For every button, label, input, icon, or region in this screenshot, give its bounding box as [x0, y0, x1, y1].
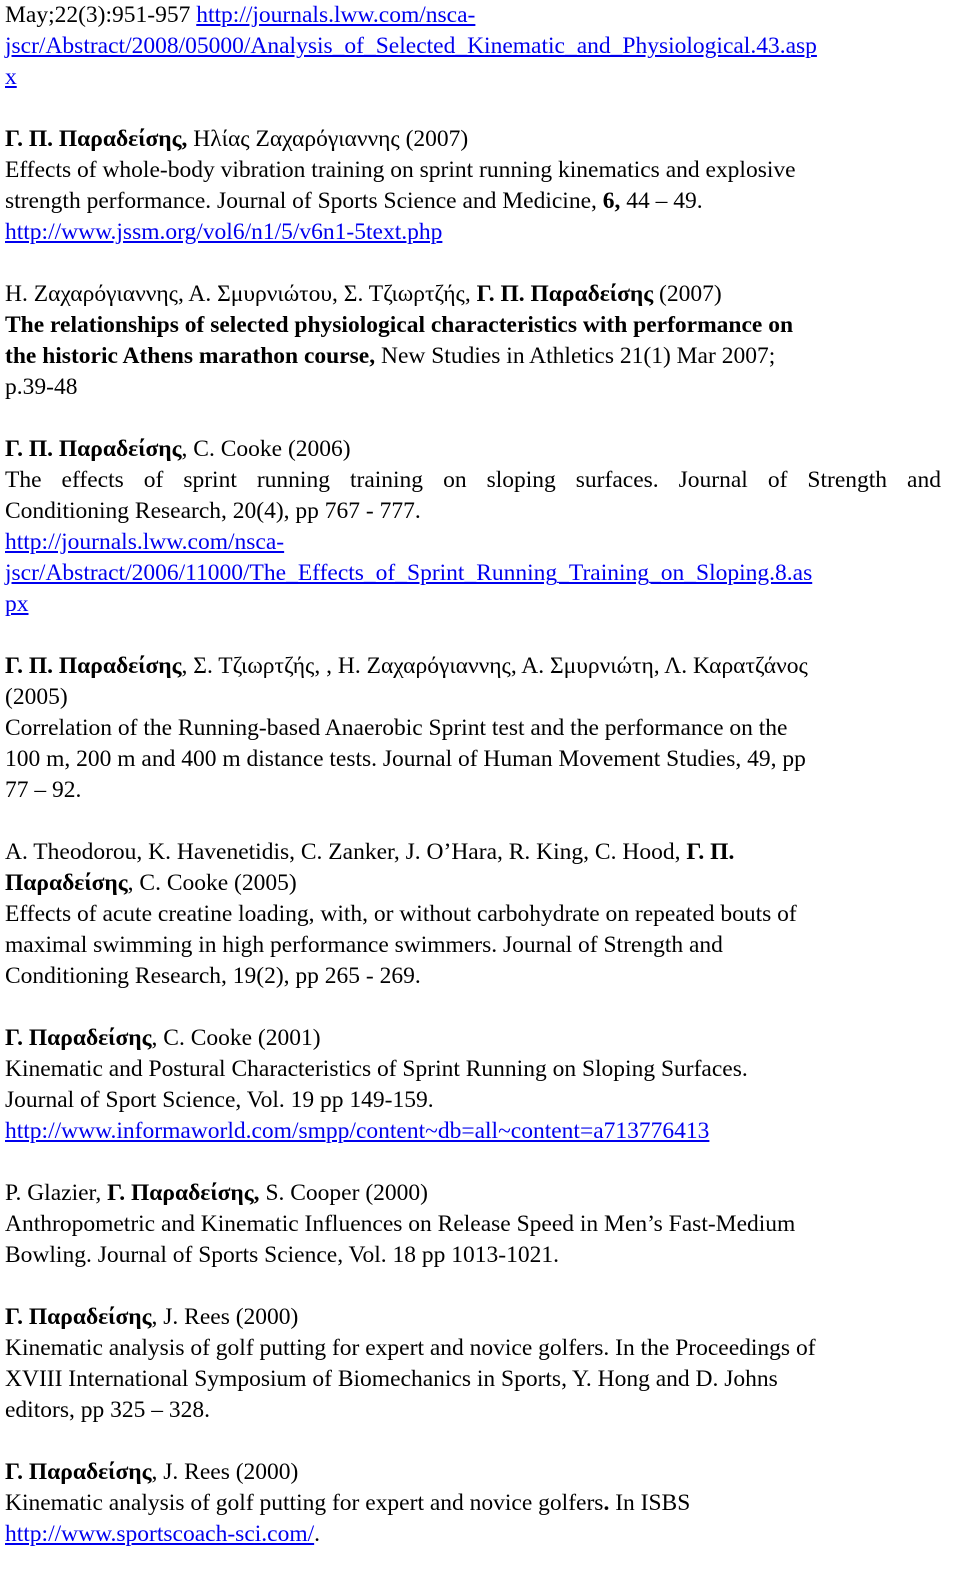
- author-highlight: Γ. Παραδείσης: [5, 1459, 152, 1485]
- reference-title-text: Kinematic analysis of golf putting for expert and novice golfers: [5, 1490, 604, 1516]
- reference-link[interactable]: jscr/Abstract/2006/11000/The_Effects_of_Sprint_Running_Training_on_Sloping.8.as: [5, 560, 813, 586]
- author-highlight: Γ. Παραδείσης: [5, 1304, 152, 1330]
- reference-title: [5, 465, 941, 496]
- authors-text: , J. Rees (2000): [151, 1459, 299, 1485]
- authors-text: A. Theodorou, K. Havenetidis, C. Zanker, J. O’Hara, R. King, C. Hood,: [5, 839, 687, 865]
- reference-pages: p.39-48: [5, 374, 78, 400]
- authors-text: Η. Ζαχαρόγιαννης, Α. Σμυρνιώτου, Σ. Τζιωρτζής,: [5, 281, 477, 307]
- reference-title: Conditioning Research, 19(2), pp 265 - 269.: [5, 963, 421, 989]
- author-highlight: Γ. Π. Παραδείσης: [476, 281, 654, 307]
- authors-text: , C. Cooke (2005): [127, 870, 297, 896]
- reference-item: [5, 1457, 941, 1550]
- justified-word: on: [443, 467, 467, 493]
- reference-authors: [5, 837, 941, 868]
- reference-item: [5, 0, 941, 93]
- justified-word: Journal: [678, 467, 748, 493]
- reference-title: 100 m, 200 m and 400 m distance tests. Journal of Human Movement Studies, 49, pp: [5, 746, 806, 772]
- justified-word: of: [143, 467, 164, 493]
- reference-list: [5, 0, 941, 1550]
- reference-authors: [5, 124, 941, 155]
- reference-title: Bowling. Journal of Sports Science, Vol. 18 pp 1013-1021.: [5, 1242, 559, 1268]
- reference-item: [5, 434, 941, 620]
- reference-title-text: the historic Athens marathon course,: [5, 343, 376, 369]
- authors-text: , C. Cooke (2001): [151, 1025, 321, 1051]
- author-highlight: Παραδείσης: [5, 870, 128, 896]
- reference-title: Kinematic analysis of golf putting for expert and novice golfers. In the Proceedings of: [5, 1335, 816, 1361]
- reference-title-text: strength performance. Journal of Sports Science and Medicine,: [5, 188, 603, 214]
- justified-word: sprint: [183, 467, 237, 493]
- reference-link[interactable]: http://journals.lww.com/nsca-: [5, 529, 285, 555]
- reference-authors: [5, 279, 941, 310]
- reference-item: [5, 124, 941, 248]
- reference-title: Journal of Sport Science, Vol. 19 pp 149-159.: [5, 1087, 434, 1113]
- authors-text: , J. Rees (2000): [151, 1304, 299, 1330]
- journal-text: New Studies in Athletics 21(1) Mar 2007;: [375, 343, 776, 369]
- reference-line: [5, 527, 941, 558]
- reference-title: [5, 341, 941, 372]
- reference-year: (2007): [653, 281, 722, 307]
- reference-line: [5, 31, 941, 62]
- reference-title: [5, 310, 941, 341]
- reference-link[interactable]: x: [5, 64, 17, 90]
- reference-link[interactable]: px: [5, 591, 29, 617]
- reference-title: maximal swimming in high performance swimmers. Journal of Strength and: [5, 932, 723, 958]
- reference-authors: [5, 1302, 941, 1333]
- reference-item: [5, 837, 941, 992]
- reference-item: [5, 279, 941, 403]
- reference-line: [5, 1519, 941, 1550]
- reference-title: [5, 186, 941, 217]
- justified-word: effects: [61, 467, 124, 493]
- reference-line: [5, 1116, 941, 1147]
- author-highlight: Γ. Π. Παραδείσης,: [5, 126, 188, 152]
- justified-word: and: [907, 467, 941, 493]
- reference-pages: 77 – 92.: [5, 777, 82, 803]
- reference-title: Correlation of the Running-based Anaerobic Sprint test and the performance on the: [5, 715, 788, 741]
- reference-item: [5, 1178, 941, 1271]
- justified-word: The: [5, 467, 42, 493]
- reference-item: [5, 651, 941, 806]
- reference-title: Effects of whole-body vibration training on sprint running kinematics and explosive: [5, 157, 796, 183]
- reference-link[interactable]: jscr/Abstract/2008/05000/Analysis_of_Selected_Kinematic_and_Physiological.43.asp: [5, 33, 817, 59]
- authors-text: Ηλίας Ζαχαρόγιαννης (2007): [187, 126, 469, 152]
- reference-punctuation: .: [314, 1521, 321, 1547]
- reference-title: XVIII International Symposium of Biomechanics in Sports, Y. Hong and D. Johns: [5, 1366, 778, 1392]
- reference-title: Conditioning Research, 20(4), pp 767 - 777.: [5, 498, 421, 524]
- authors-text: , C. Cooke (2006): [181, 436, 351, 462]
- reference-link[interactable]: http://www.informaworld.com/smpp/content~db=all~content=a713776413: [5, 1118, 710, 1144]
- reference-title-text: The relationships of selected physiological characteristics with performance on: [5, 312, 794, 338]
- reference-authors: [5, 868, 941, 899]
- reference-line: [5, 62, 941, 93]
- author-highlight: Γ. Π. Παραδείσης: [5, 653, 182, 679]
- authors-text: S. Cooper (2000): [259, 1180, 428, 1206]
- author-highlight: Γ. Παραδείσης,: [107, 1180, 260, 1206]
- reference-line: [5, 558, 941, 589]
- justified-word: running: [256, 467, 330, 493]
- reference-authors: [5, 1023, 941, 1054]
- reference-citation-text: May;22(3):951-957: [5, 2, 197, 28]
- reference-pages: 44 – 49.: [620, 188, 703, 214]
- reference-authors: [5, 651, 941, 682]
- reference-line: [5, 589, 941, 620]
- reference-link[interactable]: http://www.sportscoach-sci.com/: [5, 1521, 315, 1547]
- reference-authors: [5, 1178, 941, 1209]
- reference-title: Anthropometric and Kinematic Influences on Release Speed in Men’s Fast-Medium: [5, 1211, 796, 1237]
- justified-word: sloping: [486, 467, 556, 493]
- reference-authors: [5, 1457, 941, 1488]
- reference-title: Effects of acute creatine loading, with, or without carbohydrate on repeated bouts of: [5, 901, 797, 927]
- reference-title: Kinematic and Postural Characteristics of Sprint Running on Sloping Surfaces.: [5, 1056, 748, 1082]
- reference-authors: [5, 434, 941, 465]
- authors-text: P. Glazier,: [5, 1180, 108, 1206]
- reference-item: [5, 1023, 941, 1147]
- reference-title: editors, pp 325 – 328.: [5, 1397, 210, 1423]
- justified-word: of: [767, 467, 788, 493]
- author-highlight: Γ. Π.: [686, 839, 735, 865]
- reference-year: (2005): [5, 684, 68, 710]
- reference-line: [5, 0, 941, 31]
- justified-word: training: [349, 467, 424, 493]
- reference-line: [5, 217, 941, 248]
- justified-word: surfaces.: [575, 467, 659, 493]
- reference-item: [5, 1302, 941, 1426]
- reference-title-period: .: [603, 1490, 610, 1516]
- justified-word: Strength: [807, 467, 888, 493]
- reference-title: [5, 1488, 941, 1519]
- authors-text: , Σ. Τζιωρτζής, , Η. Ζαχαρόγιαννης, Α. Σμυρνιώτη, Λ. Καρατζάνος: [181, 653, 808, 679]
- volume-number: 6,: [602, 188, 621, 214]
- author-highlight: Γ. Π. Παραδείσης: [5, 436, 182, 462]
- reference-link[interactable]: http://www.jssm.org/vol6/n1/5/v6n1-5text.php: [5, 219, 443, 245]
- reference-link[interactable]: http://journals.lww.com/nsca-: [196, 2, 476, 28]
- reference-title-text: In ISBS: [609, 1490, 691, 1516]
- author-highlight: Γ. Παραδείσης: [5, 1025, 152, 1051]
